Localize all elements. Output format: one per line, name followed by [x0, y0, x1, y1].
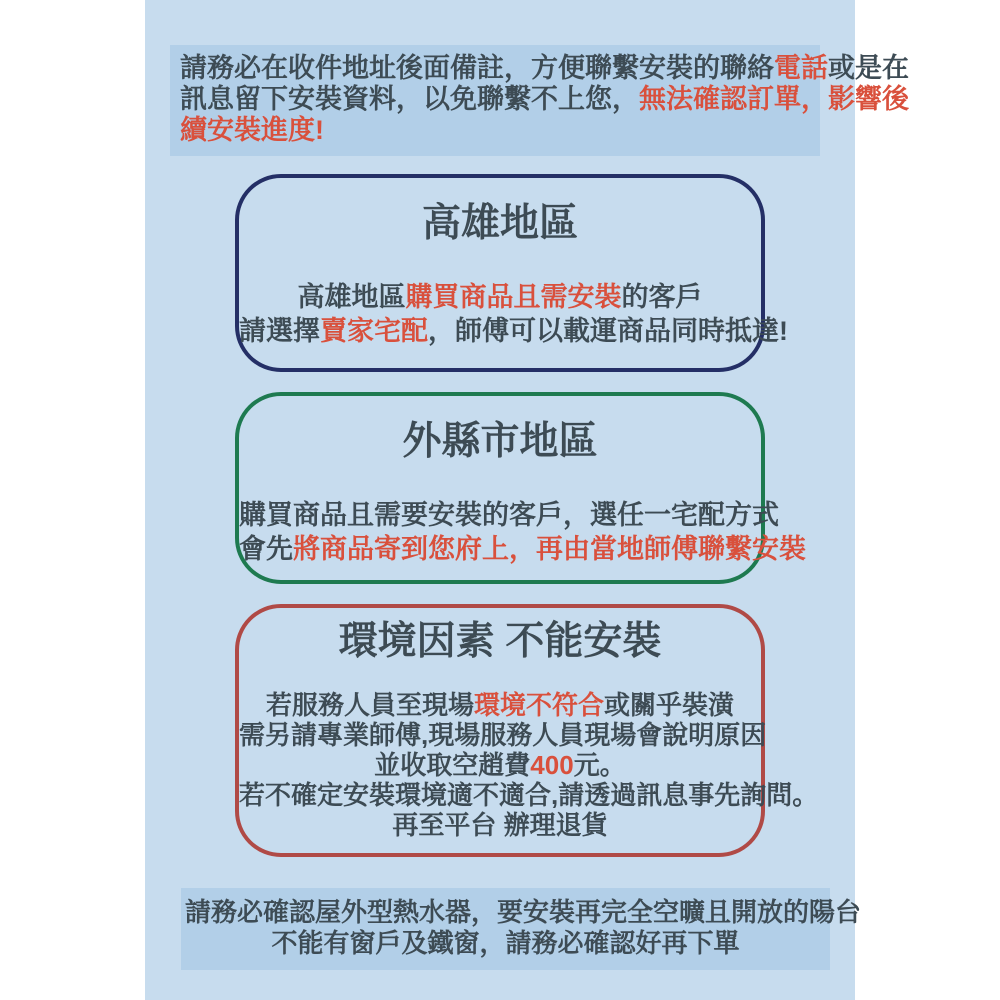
text-segment: ，師傅可以載運商品同時抵達!: [428, 316, 788, 346]
highlighted-text: 電話: [774, 53, 828, 83]
bottom-notice: [181, 888, 862, 970]
highlighted-text: 購買商品且需安裝: [405, 282, 622, 312]
region-box-environment-title: 環境因素 不能安裝: [338, 620, 662, 663]
text-line: [239, 498, 779, 532]
region-box-other-counties-title: 外縣市地區: [402, 420, 598, 463]
text-segment: 的客戶: [621, 282, 703, 312]
top-notice: [170, 45, 909, 156]
region-box-kaohsiung-body: [239, 280, 788, 348]
region-box-kaohsiung: [235, 174, 788, 372]
bottom-notice-line-1: [185, 897, 862, 928]
text-line: [239, 314, 788, 348]
top-notice-line-2: [180, 84, 909, 115]
text-segment: 需另請專業師傅,現場服務人員現場會說明原因: [239, 720, 767, 750]
text-segment: 請務必在收件地址後面備註，方便聯繫安裝的聯絡: [180, 53, 774, 83]
region-box-kaohsiung-title: 高雄地區: [421, 202, 578, 245]
text-segment: 不能有窗戶及鐵窗，請務必確認好再下單: [271, 928, 740, 958]
text-segment: 若服務人員至現場: [265, 690, 474, 720]
text-line: [239, 532, 806, 566]
highlighted-text: 賣家宅配: [320, 316, 428, 346]
text-segment: 或是在: [828, 53, 909, 83]
text-line: [239, 810, 761, 840]
text-segment: 並收取空趙費: [374, 750, 531, 780]
top-notice-line-1: [180, 53, 909, 84]
text-line: [239, 280, 761, 314]
text-line: [239, 690, 761, 720]
text-segment: 元。: [573, 750, 626, 780]
highlighted-text: 無法確認訂單，影響後: [639, 84, 909, 114]
region-box-environment-body: [239, 690, 819, 840]
text-line: [239, 780, 819, 810]
text-segment: 請選擇: [239, 316, 320, 346]
text-segment: 會先: [239, 534, 293, 564]
highlighted-text: 續安裝進度!: [180, 115, 324, 145]
text-segment: 高雄地區: [297, 282, 406, 312]
text-segment: 若不確定安裝環境適不適合,請透過訊息事先詢問。: [239, 780, 819, 810]
top-notice-line-3: [180, 115, 812, 146]
text-line: [239, 720, 767, 750]
highlighted-text: 400: [530, 750, 574, 780]
region-box-other-counties-body: [239, 498, 806, 566]
highlighted-text: 將商品寄到您府上，再由當地師傅聯繫安裝: [293, 534, 806, 564]
region-box-other-counties: [235, 392, 806, 584]
text-segment: 或關乎裝潢: [604, 690, 735, 720]
text-segment: 再至平台 辦理退貨: [392, 810, 608, 840]
text-segment: 請務必確認屋外型熱水器，要安裝再完全空曠且開放的陽台: [185, 897, 862, 927]
text-segment: 購買商品且需要安裝的客戶，選任一宅配方式: [239, 500, 779, 530]
text-line: [239, 750, 761, 780]
text-segment: 訊息留下安裝資料，以免聯繫不上您，: [180, 84, 639, 114]
region-box-environment: [235, 604, 819, 857]
bottom-notice-line-2: [185, 928, 826, 959]
highlighted-text: 環境不符合: [473, 690, 604, 720]
content-panel: [145, 0, 909, 1000]
